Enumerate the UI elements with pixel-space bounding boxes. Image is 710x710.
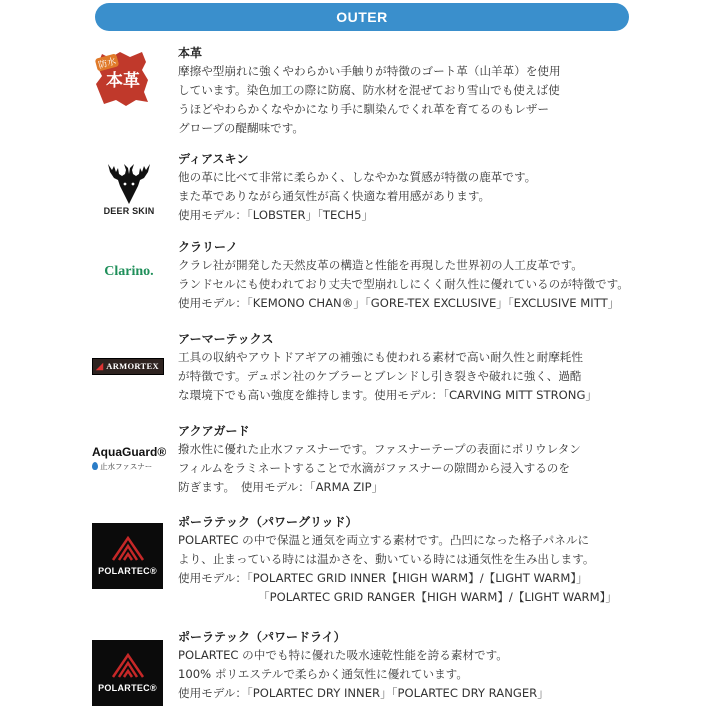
clarino-logo	[94, 260, 164, 284]
armortex-mark-icon: ◢	[96, 360, 104, 371]
description-line: グローブの醍醐味です。	[178, 121, 305, 135]
description-line: POLARTEC の中でも特に優れた吸水速乾性能を誇る素材です。	[178, 648, 508, 662]
leather-logo-text: 本革	[106, 71, 140, 91]
description-line: しています。染色加工の際に防腐、防水材を混ぜており雪山でも使えば使	[178, 83, 560, 97]
description-line: フィルムをラミネートすることで水滴がファスナーの隙間から浸入するのを	[178, 461, 570, 475]
aquaguard-logo	[92, 438, 168, 478]
description-line: 他の革に比べて非常に柔らかく、しなやかな質感が特徴の鹿革です。	[178, 170, 537, 184]
material-title: ディアスキン	[178, 152, 249, 166]
description-line: 使用モデル：「LOBSTER」「TECH5」	[178, 208, 374, 222]
aquaguard-logo-text: AquaGuard®	[92, 444, 167, 459]
polartec-logo	[92, 640, 163, 706]
description-line: クラレ社が開発した天然皮革の構造と性能を再現した世界初の人工皮革です。	[178, 258, 583, 272]
aquaguard-sub	[92, 461, 152, 472]
section-header	[95, 3, 629, 31]
description-line: 使用モデル：「KEMONO CHAN®」「GORE-TEX EXCLUSIVE」「EXCLUSIVE MITT」	[178, 296, 620, 310]
material-title: ポーラテック（パワーグリッド）	[178, 515, 358, 529]
polartec-triangle-icon	[111, 536, 145, 562]
description-line: うほどやわらかくなやかになり手に馴染んでくれ革を育てるのもレザー	[178, 102, 550, 116]
polartec-logo-text: POLARTEC®	[98, 683, 157, 693]
clarino-logo-text: Clarino.	[104, 264, 154, 279]
description-line: 工具の収納やアウトドアギアの補強にも使われる素材で高い耐久性と耐摩耗性	[178, 350, 583, 364]
description-line: 100% ポリエステルで柔らかく通気性に優れています。	[178, 667, 468, 681]
description-line: 防ぎます。 使用モデル：「ARMA ZIP」	[178, 480, 384, 494]
material-title: ポーラテック（パワードライ）	[178, 630, 346, 644]
deerskin-logo	[98, 156, 160, 220]
description-line: 「POLARTEC GRID RANGER【HIGH WARM】/【LIGHT WARM】」	[258, 590, 617, 604]
description-line: より、止まっている時には温かさを、動いている時には通気性を生み出します。	[178, 552, 595, 566]
deer-icon	[106, 160, 152, 204]
description-line: が特徴です。デュポン社のケブラーとブレンドし引き裂きや破れに強く、過酷	[178, 369, 582, 383]
description-line: ランドセルにも使われており丈夫で型崩れしにくく耐久性に優れているのが特徴です。	[178, 277, 629, 291]
armortex-logo-text: ARMORTEX	[106, 361, 159, 371]
polartec-logo	[92, 523, 163, 589]
description-line: 使用モデル：「POLARTEC GRID INNER【HIGH WARM】/【LIGHT WARM】」	[178, 571, 588, 585]
description-line: 使用モデル：「POLARTEC DRY INNER」「POLARTEC DRY RANGER」	[178, 686, 549, 700]
water-drop-icon	[92, 462, 98, 470]
description-line: 撥水性に優れた止水ファスナーです。ファスナーテープの表面にポリウレタン	[178, 442, 581, 456]
genuine-leather-logo	[92, 48, 154, 108]
material-title: アクアガード	[178, 424, 250, 438]
polartec-triangle-icon	[111, 653, 145, 679]
description-line: な環境下でも高い強度を維持します。使用モデル：「CARVING MITT STRONG」	[178, 388, 598, 402]
waterproof-badge: 防水	[95, 53, 120, 71]
polartec-logo-text: POLARTEC®	[98, 566, 157, 576]
material-title: 本革	[178, 46, 203, 60]
description-line: また革でありながら通気性が高く快適な着用感があります。	[178, 189, 491, 203]
material-title: アーマーテックス	[178, 332, 274, 346]
section-title: OUTER	[336, 9, 388, 25]
deerskin-logo-text: DEER SKIN	[103, 206, 155, 216]
description-line: POLARTEC の中で保温と通気を両立する素材です。凸凹になった格子パネルに	[178, 533, 590, 547]
description-line: 摩擦や型崩れに強くやわらかい手触りが特徴のゴート革（山羊革）を使用	[178, 64, 561, 78]
aquaguard-sub-text: 止水ファスナー	[100, 461, 153, 471]
material-title: クラリーノ	[178, 240, 238, 254]
armortex-logo	[92, 358, 164, 374]
